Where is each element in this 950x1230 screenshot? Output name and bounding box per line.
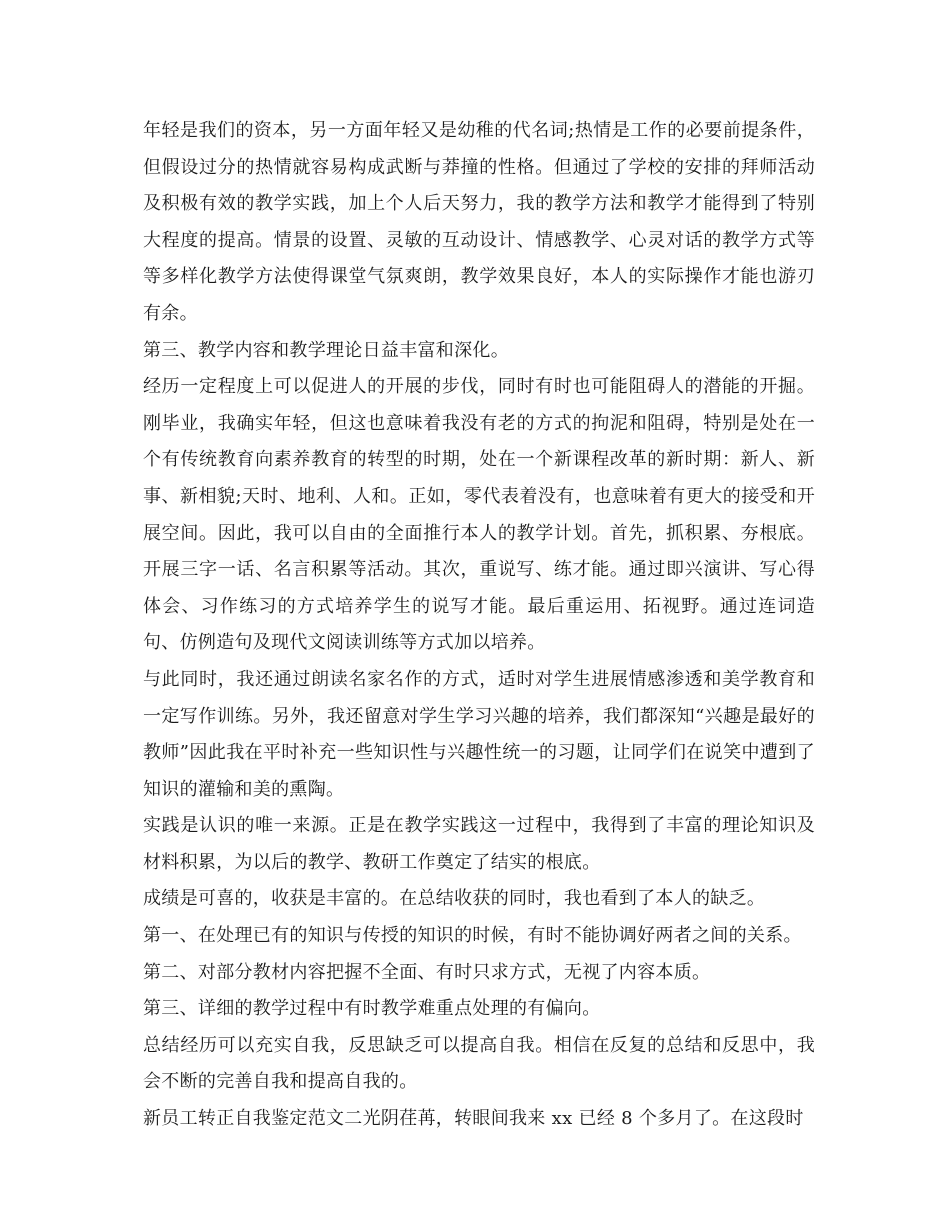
paragraph-summary-reflection: 总结经历可以充实自我，反思缺乏可以提高自我。相信在反复的总结和反思中，我会不断的完善自我和提高自我的。 [143,1034,815,1093]
paragraph-practice-source: 实践是认识的唯一来源。正是在教学实践这一过程中，我得到了丰富的理论知识及材料积累，为以后的教学、教研工作奠定了结实的根底。 [143,815,815,873]
list-item-shortcoming-2: 第二、对部分教材内容把握不全面、有时只求方式，无视了内容本质。 [143,961,711,983]
list-item-shortcoming-3: 第三、详细的教学过程中有时教学难重点处理的有偏向。 [143,998,601,1020]
paragraph-achievements: 成绩是可喜的，收获是丰富的。在总结收获的同时，我也看到了本人的缺乏。 [143,888,766,910]
paragraph-reading-interest: 与此同时，我还通过朗读名家名作的方式，适时对学生进展情感渗透和美学教育和一定写作训练。另外，我还留意对学生学习兴趣的培养，我们都深知“兴趣是最好的教师”因此我在平时补充一些知识性与兴趣性统一的习题，让同学们在说笑中遭到了知识的灌输和美的熏陶。 [143,668,815,800]
list-item-shortcoming-1: 第一、在处理已有的知识与传授的知识的时候，有时不能协调好两者之间的关系。 [143,925,802,947]
paragraph-sample-two-start: 新员工转正自我鉴定范文二光阴荏苒，转眼间我来 xx 已经 8 个多月了。在这段时 [143,1108,804,1130]
paragraph-youth-passion: 年轻是我们的资本，另一方面年轻又是幼稚的代名词;热情是工作的必要前提条件，但假设过分的热情就容易构成武断与莽撞的性格。但通过了学校的安排的拜师活动及积极有效的教学实践，加上个人后天努力，我的教学方法和教学才能得到了特别大程度的提高。情景的设置、灵敏的互动设计、情感教学、心灵对话的教学方式等等多样化教学方法使得课堂气氛爽朗，教学效果良好，本人的实际操作才能也游刃有余。 [143,120,815,324]
paragraph-experience-development: 经历一定程度上可以促进人的开展的步伐，同时有时也可能阻碍人的潜能的开掘。刚毕业，我确实年轻，但这也意味着我没有老的方式的拘泥和阻碍，特别是处在一个有传统教育向素养教育的转型的时期，处在一个新课程改革的新时期：新人、新事、新相貌;天时、地利、人和。正如，零代表着没有，也意味着有更大的接受和开展空间。因此，我可以自由的全面推行本人的教学计划。首先，抓积累、夯根底。开展三字一话、名言积累等活动。其次，重说写、练才能。通过即兴演讲、写心得体会、习作练习的方式培养学生的说写才能。最后重运用、拓视野。通过连词造句、仿例造句及现代文阅读训练等方式加以培养。 [143,376,815,654]
heading-third-content-theory: 第三、教学内容和教学理论日益丰富和深化。 [143,339,509,361]
document-body [143,113,815,1138]
